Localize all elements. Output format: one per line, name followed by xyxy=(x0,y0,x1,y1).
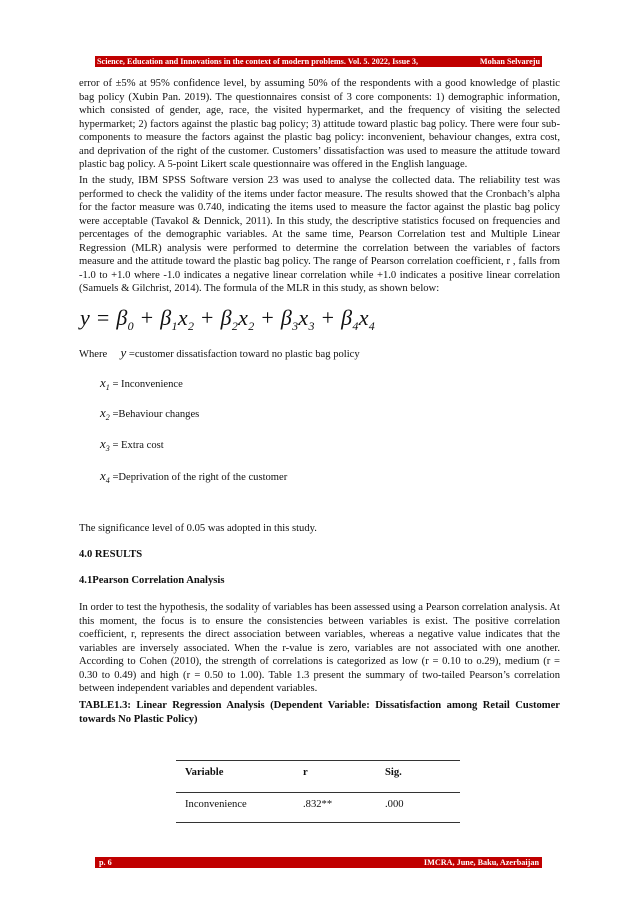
significance-statement: The significance level of 0.05 was adopted in this study. xyxy=(79,523,317,534)
table-header-rule xyxy=(176,792,460,793)
table-header-variable: Variable xyxy=(185,767,224,778)
paragraph-analysis: In the study, IBM SPSS Software version 23 was used to analyse the collected data. The reliability test was performed to check the validity of the items under factor measure. The results showed that the Cronbach’s alpha for the factor measure was 0.740, indicating the items used to measure the factor against the plastic bag policy were acceptable (Tavakol & Dennick, 2011). In this study, the descriptive statistics focused on frequencies and percentages of the demographic variables. At the same time, Pearson Correlation test and Multiple Linear Regression (MLR) analysis were performed to determine the correlation between the variables of factors measure and the attitude toward the plastic bag policy. The range of Pearson correlation coefficient, r , falls from -1.0 to +1.0 where -1.0 indicates a negative linear correlation while +1.0 indicates a positive linear correlation (Samuels & Gilchrist, 2014). The formula of the MLR in this study, as shown below: xyxy=(79,175,560,294)
table-header-sig: Sig. xyxy=(385,767,402,778)
table-cell-sig: .000 xyxy=(385,799,404,810)
paragraph-pearson: In order to test the hypothesis, the sodality of variables has been assessed using a Pearson correlation analysis. At this moment, the focus is to ensure the consistencies between variables is exist. The positive correlation coefficient, r, represents the direct association between variables, whereas a negative value indicates that the variables are inversely associated. When the r-value is zero, variables are not associated with one another. According to Cohen (2010), the strength of correlations is categorized as low (r = 0.10 to o.29), medium (r = 0.30 to 0.49) and high (r = 0.50 to 1.00). Table 1.3 present the summary of two-tailed Pearson’s correlation between independent variables and dependent variables. xyxy=(79,602,560,694)
y-definition: =customer dissatisfaction toward no plastic bag policy xyxy=(128,349,360,360)
table-cell-r: .832** xyxy=(303,799,333,810)
mlr-formula: $y = \beta_0 + \beta_1x_2 + \beta_2x_2 + \beta_3x_3 + \beta_4x_4$ xyxy=(80,305,376,333)
running-footer xyxy=(95,857,542,868)
x1-definition: = Inconvenience xyxy=(112,379,183,390)
definition-x4: $x_4$ =Deprivation of the right of the customer xyxy=(100,468,288,486)
x4-definition: =Deprivation of the right of the customer xyxy=(112,472,288,483)
table-caption: TABLE1.3: Linear Regression Analysis (Dependent Variable: Dissatisfaction among Retail Customer towards No Plastic Policy) xyxy=(79,700,560,725)
footer-conference: IMCRA, June, Baku, Azerbaijan xyxy=(423,858,539,867)
table-header-r: r xyxy=(303,767,308,778)
definition-x3: $x_3$ = Extra cost xyxy=(100,436,164,454)
definition-x2: $x_2$ =Behaviour changes xyxy=(100,405,200,423)
where-label: Where xyxy=(79,349,108,360)
results-heading: 4.0 RESULTS xyxy=(79,549,143,560)
definition-x1: $x_1$ = Inconvenience xyxy=(100,375,183,393)
header-author: Mohan Selvareju xyxy=(479,57,540,66)
page-number: p. 6 xyxy=(99,858,112,867)
table-top-rule xyxy=(176,760,460,761)
x2-definition: =Behaviour changes xyxy=(112,409,200,420)
pearson-subheading: 4.1Pearson Correlation Analysis xyxy=(79,575,225,586)
header-journal-title: Science, Education and Innovations in the context of modern problems. Vol. 5. 2022, Issue 3, xyxy=(97,57,419,66)
paragraph-methodology: error of ±5% at 95% confidence level, by assuming 50% of the respondents with a good knowledge of plastic bag policy (Xubin Pan. 2019). The questionnaires consist of 3 core components: 1) demographic information, which consisted of gender, age, race, the visited hypermarket, and the frequency of visiting the selected hypermarket; 2) factors against the plastic bag policy; 3) attitude toward plastic bag policy. There were four sub-components to measure the factors against the plastic bag policy: inconvenient, behaviour changes, extra cost, and deprivation of the right of the customer. Customers’ dissatisfaction was used to measure the attitude toward plastic bag policy. A 5-point Likert scale questionnaire was offered in the English language. xyxy=(79,78,560,170)
definition-y: Where y =customer dissatisfaction toward no plastic bag policy xyxy=(79,345,360,360)
x3-definition: = Extra cost xyxy=(112,440,164,451)
running-header xyxy=(95,56,542,67)
table-bottom-rule xyxy=(176,822,460,823)
table-cell-variable: Inconvenience xyxy=(185,799,247,810)
